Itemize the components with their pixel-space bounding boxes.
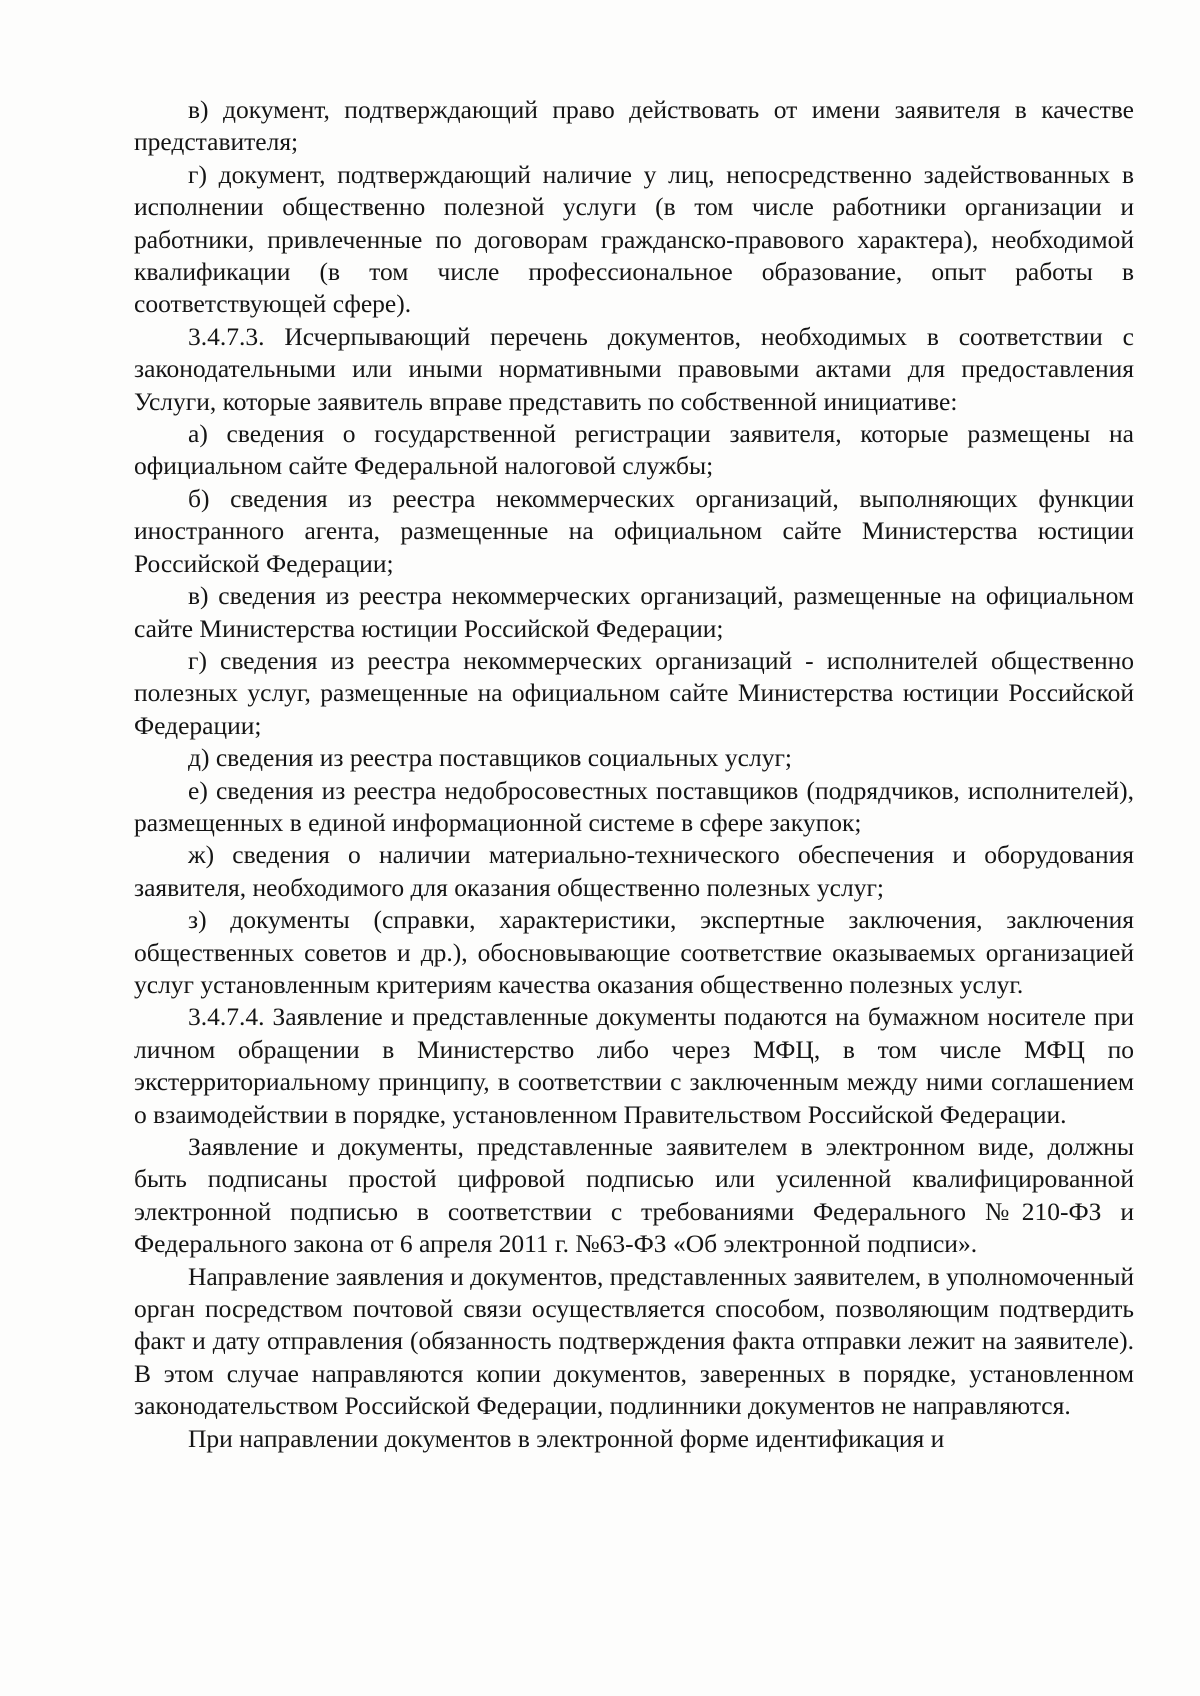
- document-body: [134, 94, 1134, 1455]
- paragraph-zh-equipment: ж) сведения о наличии материально-технического обеспечения и оборудования заявителя, необходимого для оказания общественно полезных услуг;: [134, 840, 1134, 902]
- paragraph-d-social-services: д) сведения из реестра поставщиков социальных услуг;: [188, 743, 793, 773]
- paragraph-electronic-signature: Заявление и документы, представленные заявителем в электронном виде, должны быть подписаны простой цифровой подписью или усиленной квалифицированной электронной подписью в соответствии с требованиями Федерального №210-ФЗ и Федерального закона от 6 апреля 2011 г. №63-ФЗ «Об электронной подписи».: [134, 1132, 1134, 1259]
- paragraph-3-4-7-4: 3.4.7.4. Заявление и представленные документы подаются на бумажном носителе при личном обращении в Министерство либо через МФЦ, в том числе МФЦ по экстерриториальному принципу, в соответствии с заключенным между ними соглашением о взаимодействии в порядке, установленном Правительством Российской Федерации.: [134, 1002, 1134, 1129]
- paragraph-3-4-7-3: 3.4.7.3. Исчерпывающий перечень документов, необходимых в соответствии с законодательными или иными нормативными правовыми актами для предоставления Услуги, которые заявитель вправе представить по собственной инициативе:: [134, 321, 1134, 416]
- paragraph-g-qualification: г) документ, подтверждающий наличие у лиц, непосредственно задействованных в исполнении общественно полезной услуги (в том числе работники организации и работники, привлеченные по договорам гражданско-правового характера), необходимой квалификации (в том числе профессиональное образование, опыт работы в соответствующей сфере).: [134, 159, 1134, 319]
- paragraph-electronic-form: При направлении документов в электронной форме идентификация и: [188, 1423, 945, 1453]
- paragraph-a-registration: а) сведения о государственной регистрации заявителя, которые размещены на официальном сайте Федеральной налоговой службы;: [134, 419, 1134, 481]
- paragraph-v-nko-registry: в) сведения из реестра некоммерческих организаций, размещенные на официальном сайте Министерства юстиции Российской Федерации;: [134, 581, 1134, 643]
- paragraph-b-foreign-agent: б) сведения из реестра некоммерческих организаций, выполняющих функции иностранного агента, размещенные на официальном сайте Министерства юстиции Российской Федерации;: [134, 483, 1134, 578]
- paragraph-e-unfair-suppliers: е) сведения из реестра недобросовестных поставщиков (подрядчиков, исполнителей), размещенных в единой информационной системе в сфере закупок;: [134, 775, 1134, 837]
- paragraph-postal-delivery: Направление заявления и документов, представленных заявителем, в уполномоченный орган посредством почтовой связи осуществляется способом, позволяющим подтвердить факт и дату отправления (обязанность подтверждения факта отправки лежит на заявителе). В этом случае направляются копии документов, заверенных в порядке, установленном законодательством Российской Федерации, подлинники документов не направляются.: [134, 1261, 1134, 1421]
- paragraph-z-documents: з) документы (справки, характеристики, экспертные заключения, заключения общественных советов и др.), обосновывающие соответствие оказываемых организацией услуг установленным критериям качества оказания общественно полезных услуг.: [134, 905, 1134, 999]
- paragraph-v-representative: в) документ, подтверждающий право действовать от имени заявителя в качестве представителя;: [134, 95, 1134, 157]
- paragraph-g-useful-services: г) сведения из реестра некоммерческих организаций - исполнителей общественно полезных услуг, размещенные на официальном сайте Министерства юстиции Российской Федерации;: [134, 645, 1134, 740]
